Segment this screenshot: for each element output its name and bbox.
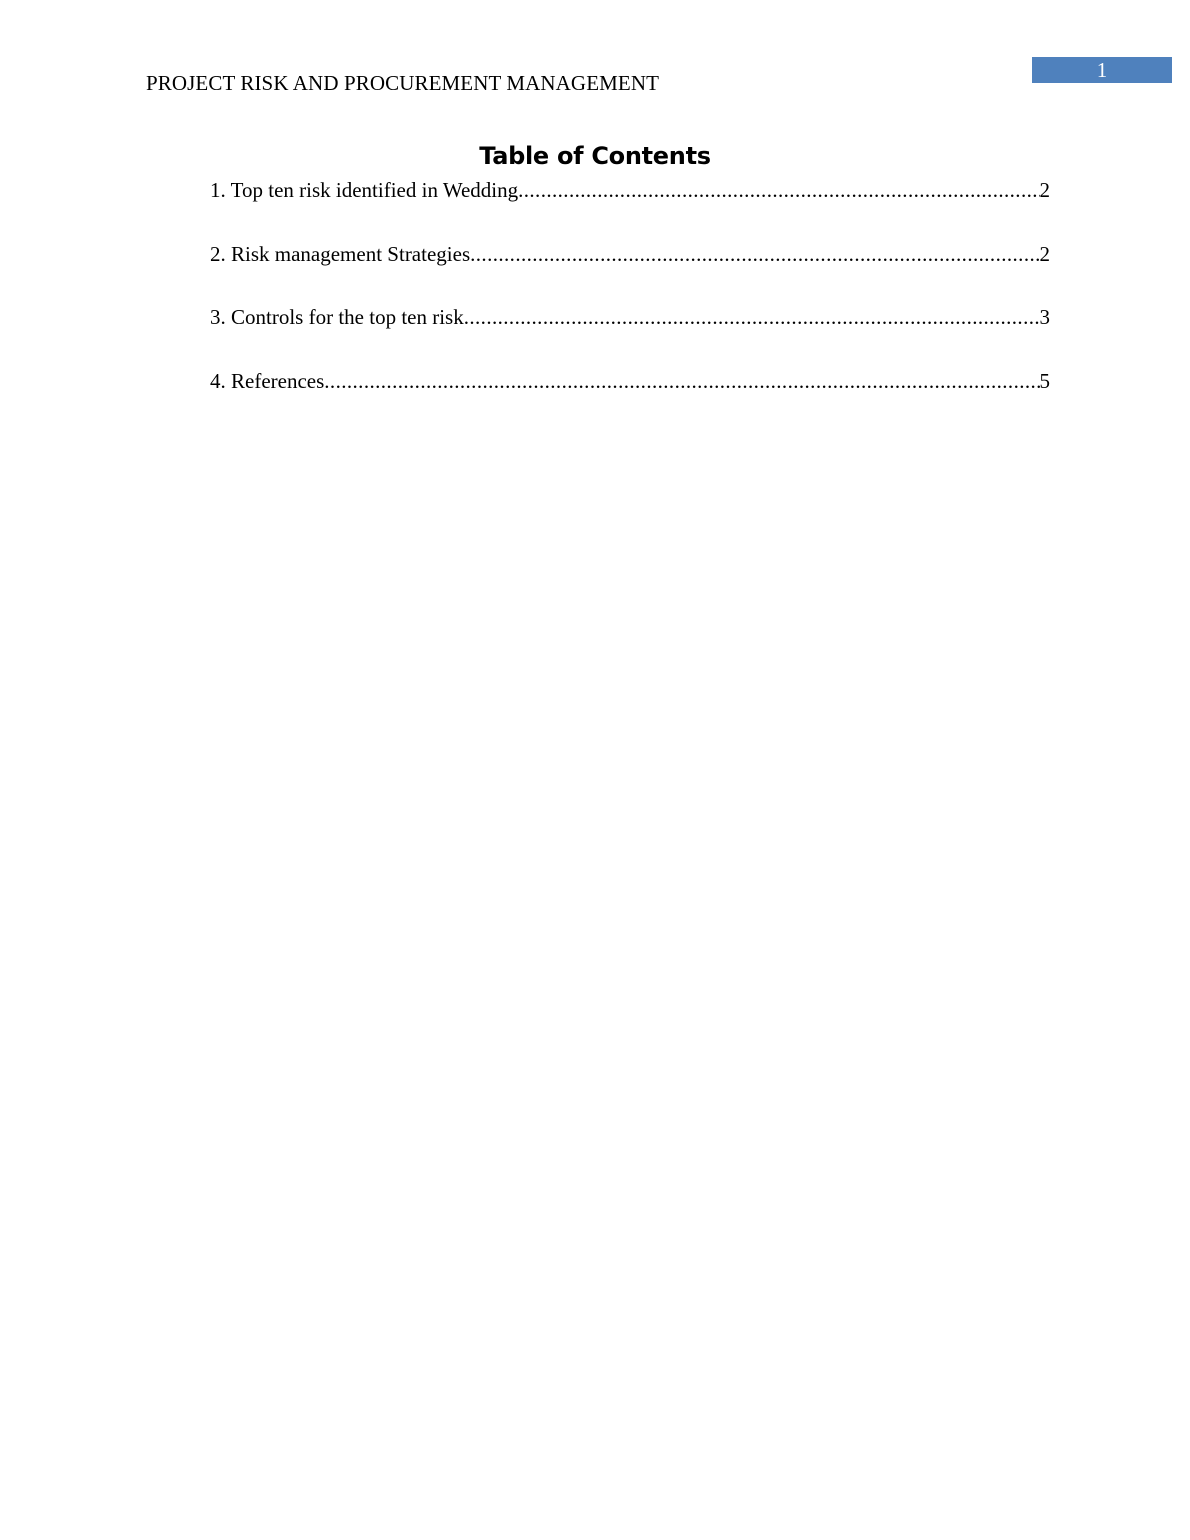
toc-dot-leader: [518, 176, 1039, 204]
toc-entry[interactable]: [210, 303, 1050, 331]
toc-dot-leader: [470, 240, 1039, 268]
toc-entry-label: 3. Controls for the top ten risk: [210, 305, 464, 329]
toc-dot-leader: [464, 303, 1040, 331]
toc-dot-leader: [324, 367, 1039, 395]
toc-entry-label: 1. Top ten risk identified in Wedding: [210, 178, 519, 202]
page-number-badge: 1: [1032, 57, 1172, 83]
toc-entry-page: 5: [1039, 368, 1050, 393]
toc-entry[interactable]: [210, 176, 1050, 204]
toc-entry-page: 3: [1039, 305, 1050, 329]
toc-list: [210, 176, 1050, 430]
toc-entry[interactable]: [210, 240, 1050, 268]
running-header-title: PROJECT RISK AND PROCUREMENT MANAGEMENT: [146, 71, 660, 95]
toc-entry-page: 2: [1039, 241, 1050, 266]
toc-title: Table of Contents: [479, 142, 711, 170]
toc-entry-label: 4. References: [210, 368, 325, 393]
toc-entry-page: 2: [1039, 178, 1050, 202]
toc-entry[interactable]: [210, 367, 1050, 395]
toc-entry-label: 2. Risk management Strategies: [210, 241, 471, 266]
